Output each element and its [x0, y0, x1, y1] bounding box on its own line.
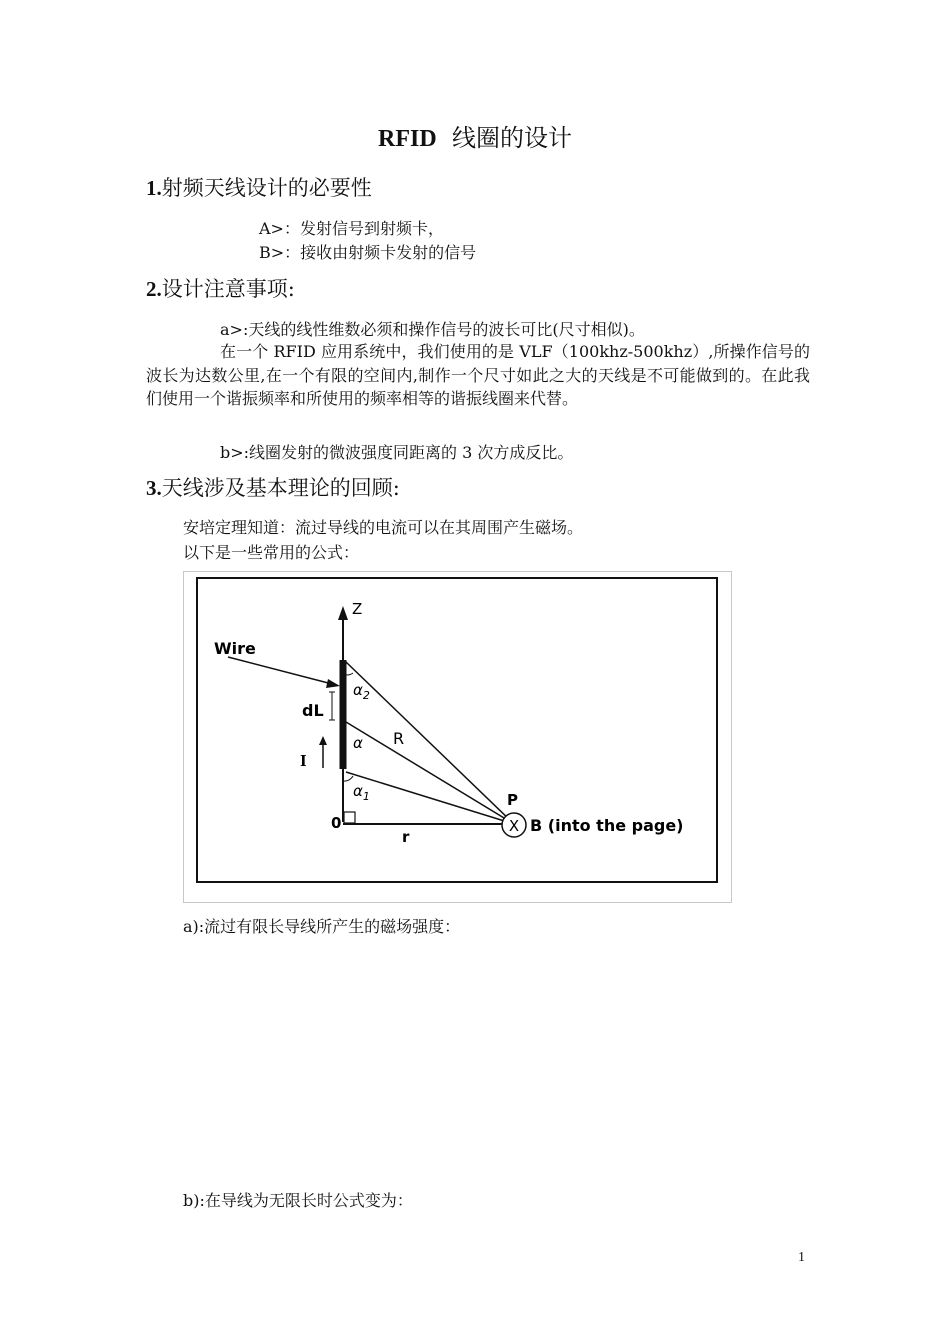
figure-svg: [184, 572, 733, 904]
title-cjk: 线圈的设计: [451, 124, 572, 152]
biot-savart-figure: [183, 571, 732, 903]
figure-frame: [197, 578, 717, 882]
page-number: 1: [798, 1250, 805, 1265]
current-arrow-head: [319, 736, 327, 745]
line-r: [346, 722, 514, 824]
title-latin: RFID: [378, 126, 437, 152]
label-r-big: R: [393, 729, 405, 748]
wire-pointer-line: [228, 657, 336, 685]
alpha1-arc: [343, 776, 353, 781]
point-p-x: X: [508, 817, 520, 835]
caption-a: a):流过有限长导线所产生的磁场强度：: [183, 917, 461, 936]
label-r: r: [402, 828, 410, 846]
section2-item-b: b>:线圈发射的微波强度同距离的 3 次方成反比。: [220, 443, 574, 462]
section-heading-2: 2.设计注意事项:: [146, 277, 295, 301]
section3-line1: 安培定理知道：流过导线的电流可以在其周围产生磁场。: [183, 518, 584, 537]
label-alpha2: $\alpha_2$: [353, 681, 370, 702]
right-angle-marker: [344, 812, 355, 823]
line-alpha1: [346, 772, 514, 824]
z-axis-arrow: [338, 606, 348, 620]
label-wire: Wire: [214, 639, 256, 658]
section-heading-3: 3.天线涉及基本理论的回顾:: [146, 476, 400, 500]
label-zero: 0: [331, 814, 342, 832]
label-alpha: α: [353, 734, 363, 752]
section-heading-1: 1.射频天线设计的必要性: [146, 176, 372, 200]
label-alpha1: $\alpha_1$: [353, 782, 370, 803]
label-p: P: [507, 791, 518, 809]
section1-item-b: B>：接收由射频卡发射的信号: [259, 243, 477, 262]
label-z: Z: [352, 600, 363, 618]
label-i: I: [300, 751, 307, 770]
wire-pointer-arrow: [326, 679, 340, 688]
page-title: [0, 118, 950, 153]
line-alpha2: [346, 662, 514, 824]
label-dl: dL: [302, 701, 324, 720]
label-b: B (into the page): [530, 816, 684, 835]
section2-paragraph: 在一个 RFID 应用系统中，我们使用的是 VLF（100khz-500khz）,所操作信号的波长为达数公里,在一个有限的空间内,制作一个尺寸如此之大的天线是不可能做到的。在此我们使用一个谐振频率和所使用的频率相等的谐振线圈来代替。: [146, 342, 810, 408]
section2-item-a: a>:天线的线性维数必须和操作信号的波长可比(尺寸相似)。: [220, 320, 645, 339]
section1-item-a: A>：发射信号到射频卡，: [259, 219, 444, 238]
caption-b: b):在导线为无限长时公式变为：: [183, 1191, 413, 1210]
section3-line2: 以下是一些常用的公式：: [183, 543, 360, 562]
